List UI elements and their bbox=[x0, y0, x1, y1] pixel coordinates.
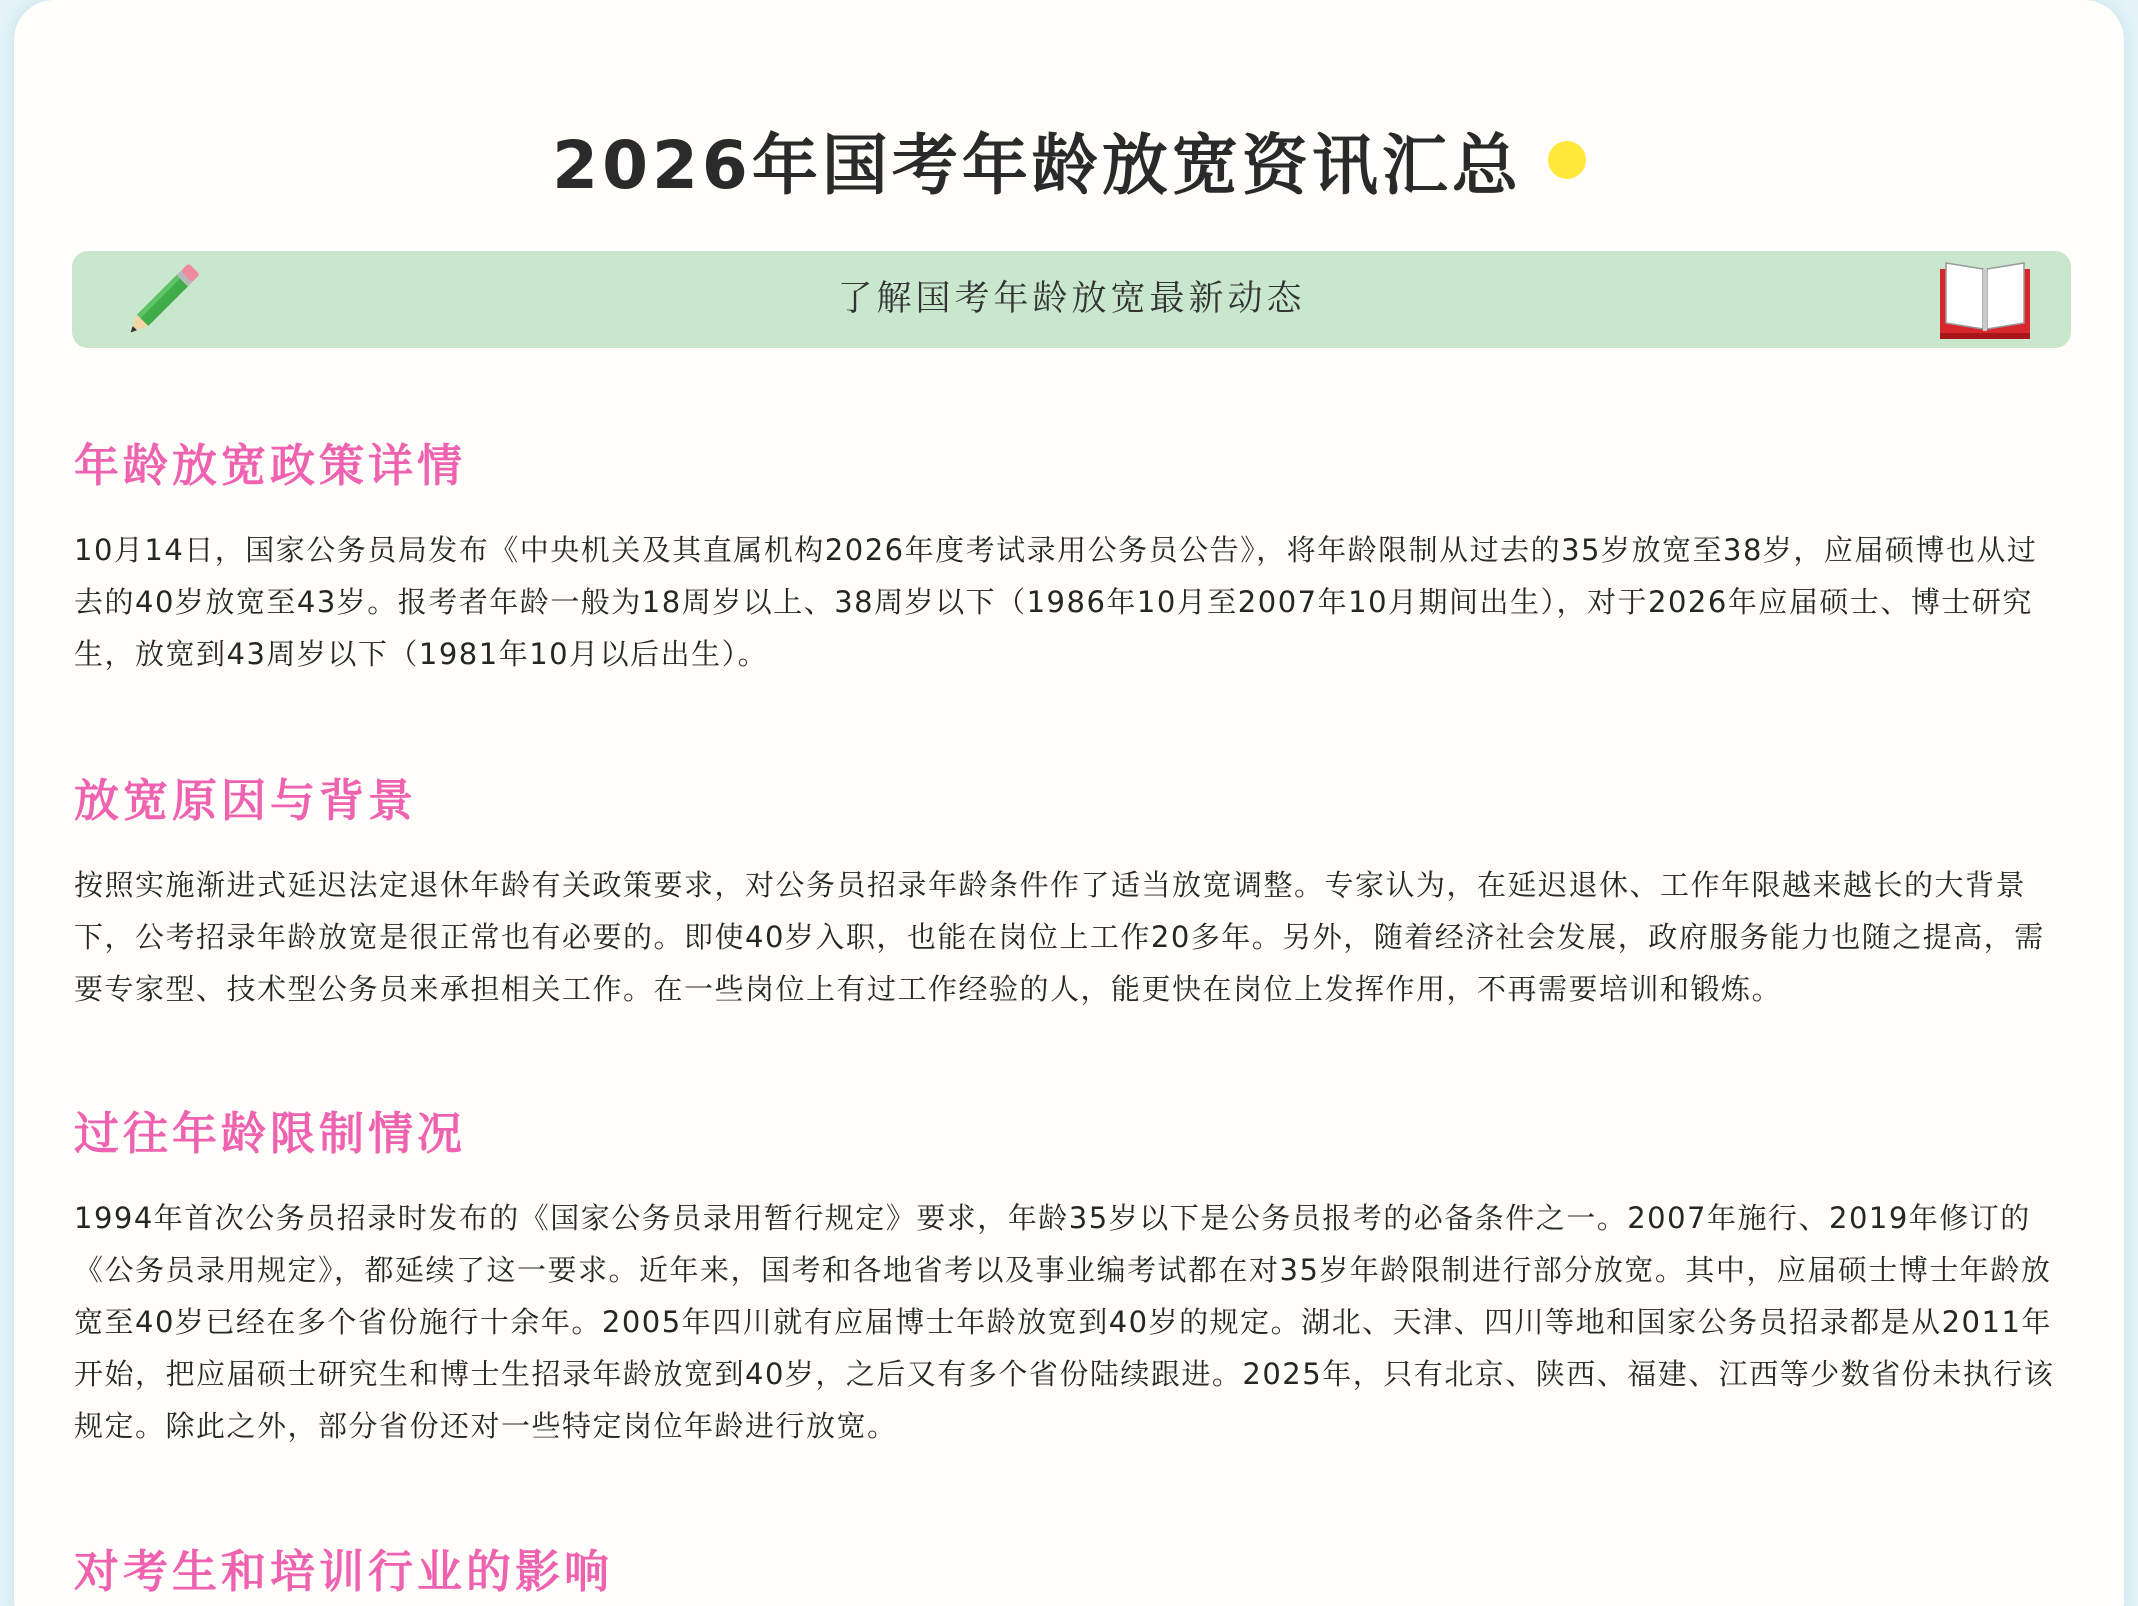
banner-text: 了解国考年龄放宽最新动态 bbox=[837, 279, 1306, 319]
title-dot-icon bbox=[1548, 141, 1586, 179]
section-policy-details bbox=[74, 436, 2064, 680]
section-heading: 放宽原因与背景 bbox=[74, 774, 418, 827]
section-impact bbox=[74, 1542, 2064, 1602]
title-row bbox=[0, 112, 2138, 207]
section-heading: 对考生和培训行业的影响 bbox=[74, 1545, 614, 1598]
section-body: 1994年首次公务员招录时发布的《国家公务员录用暂行规定》要求，年龄35岁以下是公务员报考的必备条件之一。2007年施行、2019年修订的《公务员录用规定》，都延续了这一要求。近年来，国考和各地省考以及事业编考试都在对35岁年龄限制进行部分放宽。其中，应届硕士博士年龄放宽至40岁已经在多个省份施行十余年。2005年四川就有应届博士年龄放宽到40岁的规定。湖北、天津、四川等地和国家公务员招录都是从2011年开始，把应届硕士研究生和博士生招录年龄放宽到40岁，之后又有多个省份陆续跟进。2025年，只有北京、陕西、福建、江西等少数省份未执行该规定。除此之外，部分省份还对一些特定岗位年龄进行放宽。 bbox=[74, 1201, 2055, 1443]
section-past-restrictions bbox=[74, 1104, 2064, 1452]
page-title: 2026年国考年龄放宽资讯汇总 bbox=[552, 127, 1522, 204]
banner bbox=[72, 251, 2071, 348]
section-heading: 年龄放宽政策详情 bbox=[74, 439, 467, 492]
section-heading: 过往年龄限制情况 bbox=[74, 1107, 467, 1160]
section-body: 按照实施渐进式延迟法定退休年龄有关政策要求，对公务员招录年龄条件作了适当放宽调整。专家认为，在延迟退休、工作年限越来越长的大背景下，公考招录年龄放宽是很正常也有必要的。即使40岁入职，也能在岗位上工作20多年。另外，随着经济社会发展，政府服务能力也随之提高，需要专家型、技术型公务员来承担相关工作。在一些岗位上有过工作经验的人，能更快在岗位上发挥作用，不再需要培训和锻炼。 bbox=[74, 868, 2045, 1006]
section-body: 10月14日，国家公务员局发布《中央机关及其直属机构2026年度考试录用公务员公告》，将年龄限制从过去的35岁放宽至38岁，应届硕博也从过去的40岁放宽至43岁。报考者年龄一般为18周岁以上、38周岁以下（1986年10月至2007年10月期间出生），对于2026年应届硕士、博士研究生，放宽到43周岁以下（1981年10月以后出生）。 bbox=[74, 533, 2038, 671]
book-icon bbox=[1938, 259, 2032, 341]
section-reasons-background bbox=[74, 771, 2064, 1015]
